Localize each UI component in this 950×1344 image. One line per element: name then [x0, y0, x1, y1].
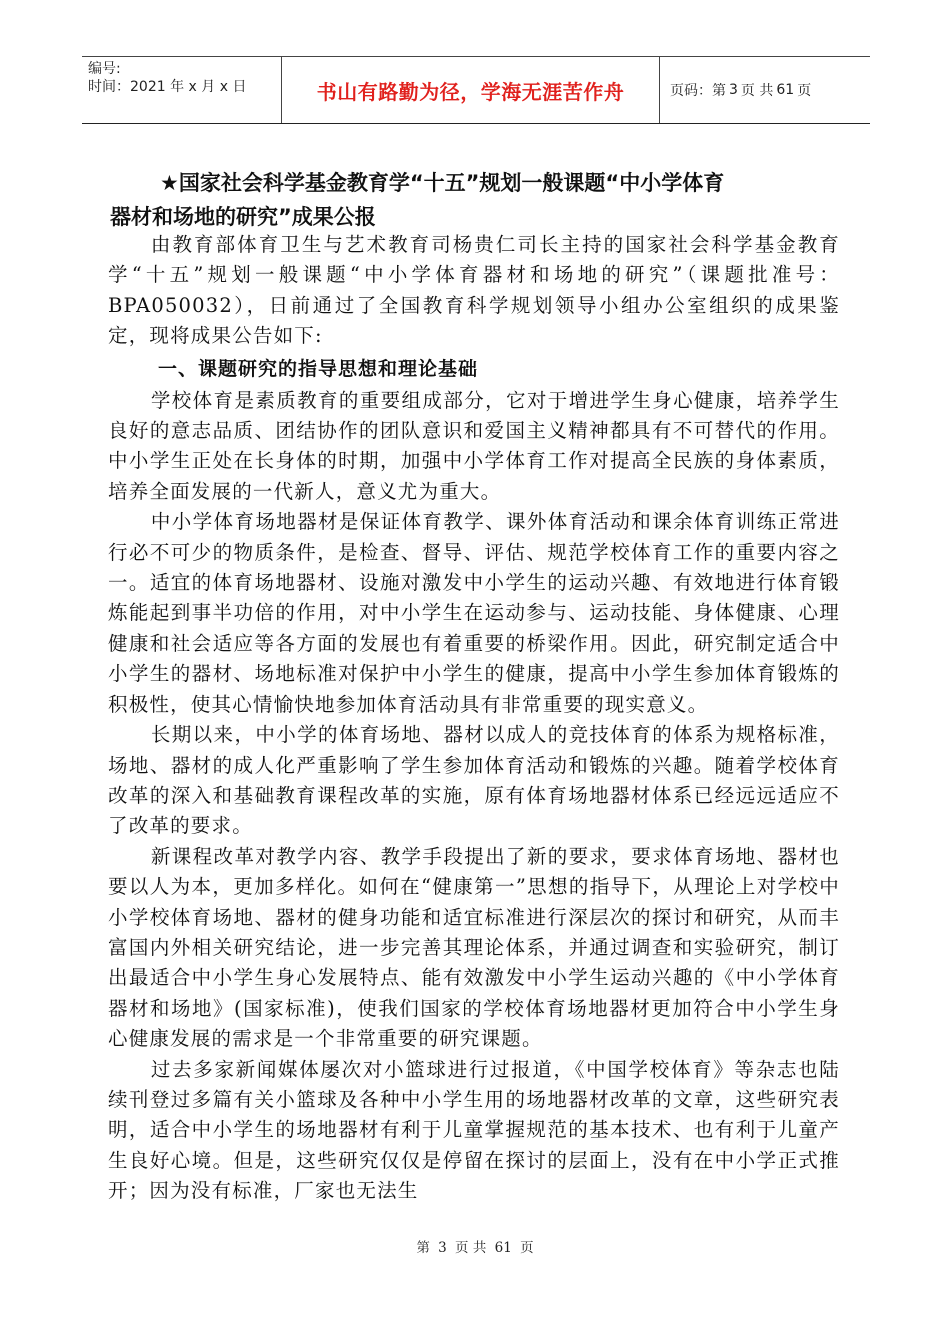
- header-motto: 书山有路勤为径，学海无涯苦作舟: [282, 57, 660, 123]
- serial-number-label: 编号:: [88, 61, 121, 77]
- footer-total: 61: [494, 1240, 512, 1256]
- footer-prefix: 第: [416, 1240, 430, 1256]
- page-suffix: 页: [797, 83, 812, 99]
- footer-middle: 页 共: [455, 1240, 487, 1256]
- body-paragraph-2: 中小学体育场地器材是保证体育教学、课外体育活动和课余体育训练正常进行必不可少的物质条件，是检查、督导、评估、规范学校体育工作的重要内容之一。适宜的体育场地器材、设施对激发中小学生的运动兴趣、有效地进行体育锻炼能起到事半功倍的作用，对中小学生在运动参与、运动技能、身体健康、心理健康和社会适应等各方面的发展也有着重要的桥梁作用。因此，研究制定适合中小学生的器材、场地标准对保护中小学生的健康，提高中小学生参加体育锻炼的积极性，使其心情愉快地参加体育活动具有非常重要的现实意义。: [108, 510, 840, 716]
- intro-paragraph: 由教育部体育卫生与艺术教育司杨贵仁司长主持的国家社会科学基金教育学“十五”规划一般课题“中小学体育器材和场地的研究”（课题批准号：BPA050032），日前通过了全国教育科学规划领导小组办公室组织的成果鉴定，现将成果公告如下:: [108, 233, 840, 348]
- title-line-1: ★国家社会科学基金教育学“十五”规划一般课题“中小学体育: [160, 171, 725, 195]
- body-paragraph-3: 长期以来，中小学的体育场地、器材以成人的竞技体育的体系为规格标准，场地、器材的成人化严重影响了学生参加体育活动和锻炼的兴趣。随着学校体育改革的深入和基础教育课程改革的实施，原有体育场地器材体系已经远远适应不了改革的要求。: [108, 723, 840, 838]
- header-page-number: [660, 57, 870, 123]
- page-header: [82, 56, 870, 124]
- section-heading: 一、课题研究的指导思想和理论基础: [158, 357, 479, 380]
- page-footer: [0, 1236, 950, 1256]
- document-body: [108, 230, 840, 1207]
- footer-suffix: 页: [520, 1240, 534, 1256]
- title-line-2: 器材和场地的研究”成果公报: [110, 205, 376, 229]
- body-paragraph-1: 学校体育是素质教育的重要组成部分，它对于增进学生身心健康，培养学生良好的意志品质、团结协作的团队意识和爱国主义精神都具有不可替代的作用。中小学生正处在长身体的时期，加强中小学体育工作对提高全民族的身体素质，培养全面发展的一代新人，意义尤为重大。: [108, 388, 840, 503]
- date-label: 时间：2021 年 x 月 x 日: [88, 79, 247, 95]
- page-current: 3: [729, 82, 738, 98]
- footer-current: 3: [438, 1240, 447, 1256]
- page-total: 61: [776, 82, 795, 98]
- body-paragraph-4: 新课程改革对教学内容、教学手段提出了新的要求，要求体育场地、器材也要以人为本，更加多样化。如何在“健康第一”思想的指导下，从理论上对学校中小学校体育场地、器材的健身功能和适宜标准进行深层次的探讨和研究，从而丰富国内外相关研究结论，进一步完善其理论体系，并通过调查和实验研究，制订出最适合中小学生身心发展特点、能有效激发中小学生运动兴趣的《中小学体育器材和场地》(国家标准)，使我们国家的学校体育场地器材更加符合中小学生身心健康发展的需求是一个非常重要的研究课题。: [108, 844, 840, 1051]
- header-meta-cell: [82, 57, 282, 123]
- page-middle: 页 共: [740, 83, 774, 99]
- body-paragraph-5: 过去多家新闻媒体屡次对小篮球进行过报道，《中国学校体育》等杂志也陆续刊登过多篇有关小篮球及各种中小学生用的场地器材改革的文章，这些研究表明，适合中小学生的场地器材有利于儿童掌握规范的基本技术、也有利于儿童产生良好心境。但是，这些研究仅仅是停留在探讨的层面上，没有在中小学正式推开；因为没有标准，厂家也无法生: [108, 1057, 840, 1203]
- page-prefix: 页码：第: [670, 83, 726, 99]
- document-title: [110, 166, 840, 234]
